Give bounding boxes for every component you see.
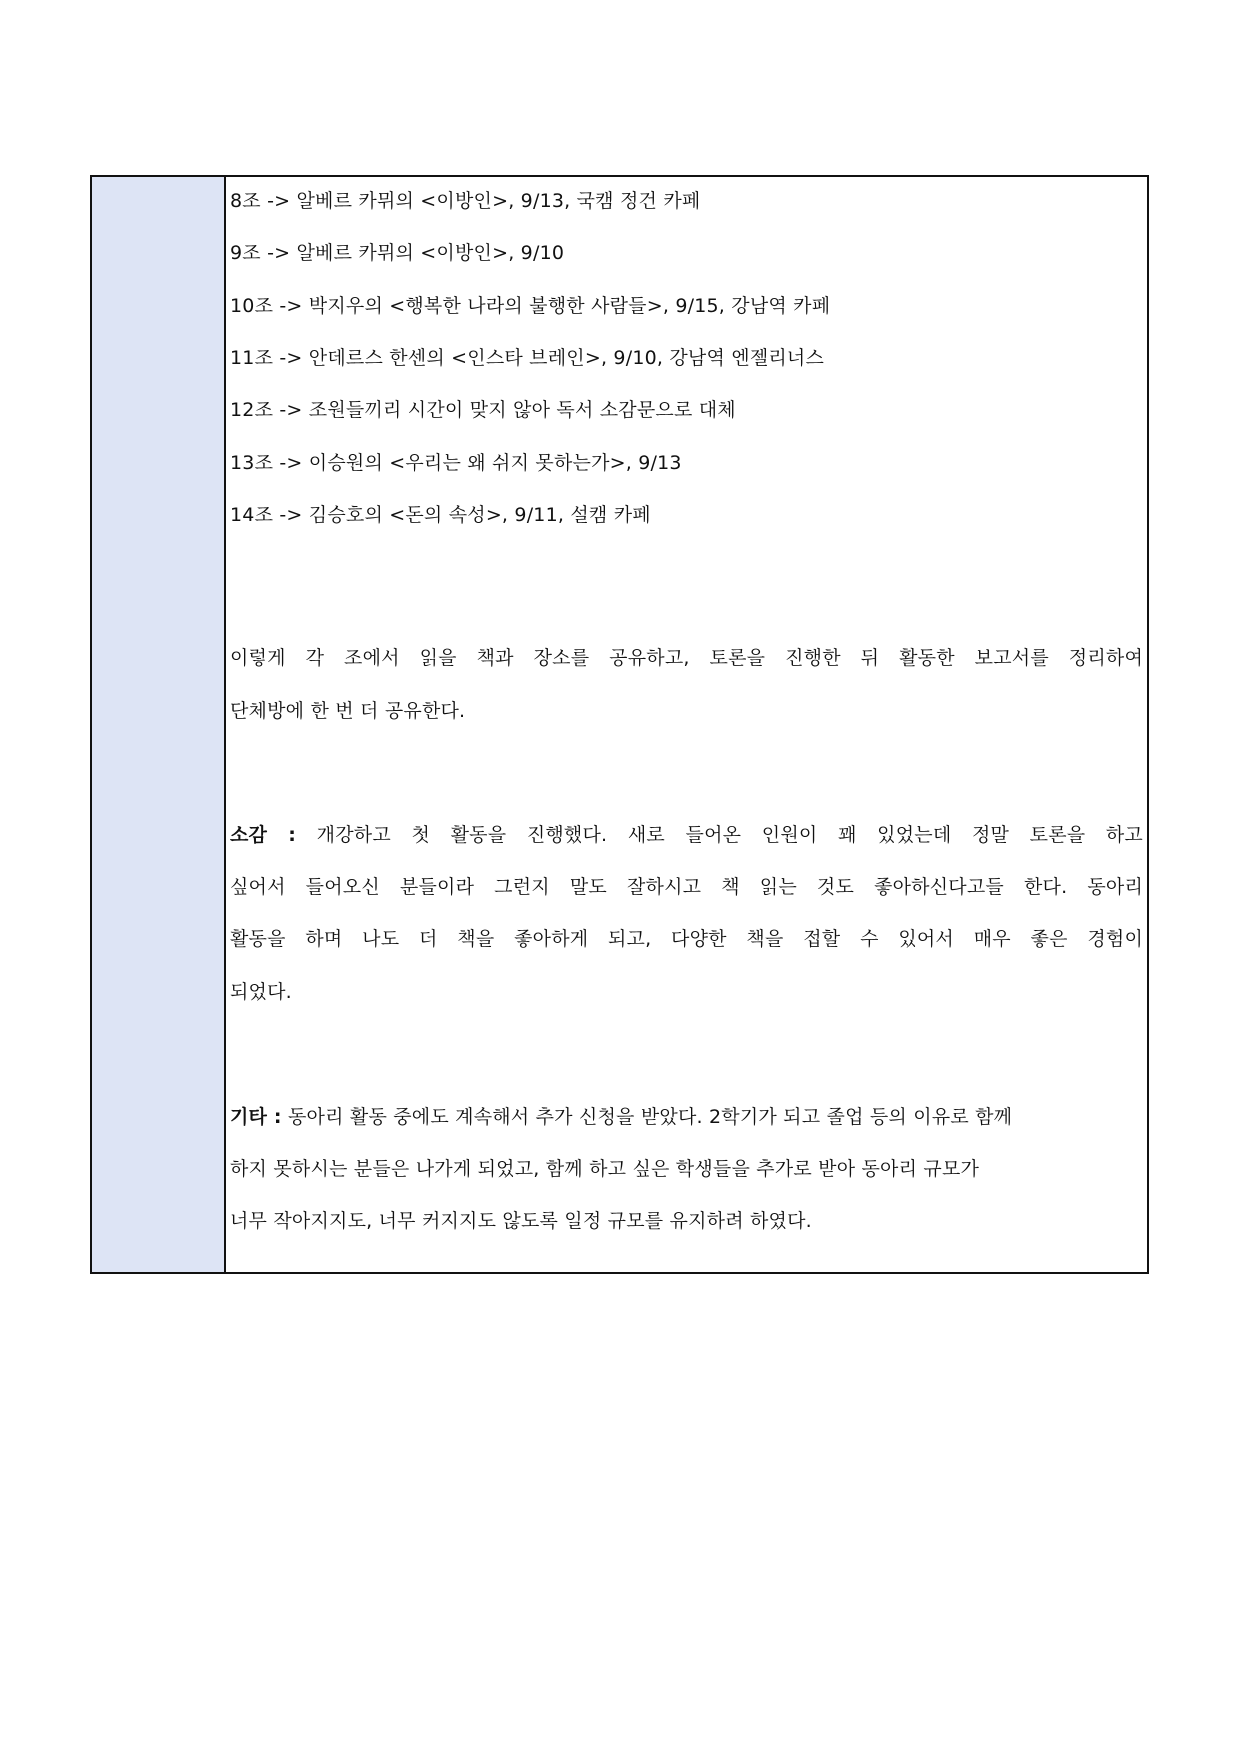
impression-line: 활동을 하며 나도 더 책을 좋아하게 되고, 다양한 책을 접할 수 있어서 매우 좋은 경험이: [230, 928, 1143, 950]
etc-label: 기타 :: [230, 1106, 282, 1128]
group-line: 9조 -> 알베르 카뮈의 <이방인>, 9/10: [230, 242, 565, 264]
impression-line: 되었다.: [230, 981, 292, 1003]
etc-line: 하지 못하시는 분들은 나가게 되었고, 함께 하고 싶은 학생들을 추가로 받아 동아리 규모가: [230, 1158, 980, 1180]
group-line: 10조 -> 박지우의 <행복한 나라의 불행한 사람들>, 9/15, 강남역 카페: [230, 295, 831, 317]
impression-line-1: [230, 823, 1143, 847]
group-line: 11조 -> 안데르스 한센의 <인스타 브레인>, 9/10, 강남역 엔젤리너스: [230, 347, 825, 369]
group-line: 12조 -> 조원들끼리 시간이 맞지 않아 독서 소감문으로 대체: [230, 399, 736, 421]
etc-line-1: [230, 1105, 1143, 1129]
impression-line: 싶어서 들어오신 분들이라 그런지 말도 잘하시고 책 읽는 것도 좋아하신다고들 한다. 동아리: [230, 876, 1143, 898]
summary-line: 이렇게 각 조에서 읽을 책과 장소를 공유하고, 토론을 진행한 뒤 활동한 보고서를 정리하여: [230, 647, 1143, 669]
etc-line: 너무 작아지지도, 너무 커지지도 않도록 일정 규모를 유지하려 하였다.: [230, 1210, 812, 1232]
etc-text: 동아리 활동 중에도 계속해서 추가 신청을 받았다. 2학기가 되고 졸업 등의 이유로 함께: [287, 1106, 1013, 1128]
group-line: 13조 -> 이승원의 <우리는 왜 쉬지 못하는가>, 9/13: [230, 452, 682, 474]
summary-line: 단체방에 한 번 더 공유한다.: [230, 700, 466, 722]
group-line: 8조 -> 알베르 카뮈의 <이방인>, 9/13, 국캠 정건 카페: [230, 190, 701, 212]
impression-label: 소감 :: [230, 824, 297, 846]
group-line: 14조 -> 김승호의 <돈의 속성>, 9/11, 설캠 카페: [230, 504, 651, 526]
content-cell: [226, 177, 1147, 1272]
report-table: [90, 175, 1149, 1274]
impression-text: 개강하고 첫 활동을 진행했다. 새로 들어온 인원이 꽤 있었는데 정말 토론을 하고: [316, 824, 1143, 846]
category-cell: [92, 177, 226, 1272]
